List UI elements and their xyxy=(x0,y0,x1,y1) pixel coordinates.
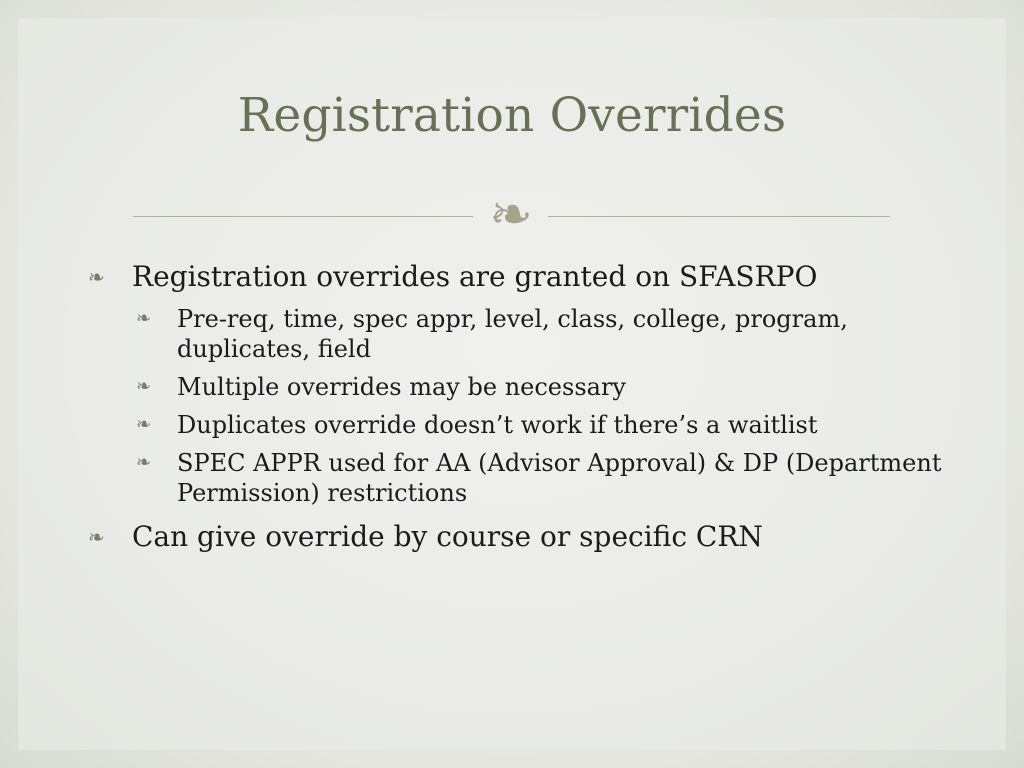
floral-bullet-icon: ❧ xyxy=(136,414,150,435)
floral-bullet-icon: ❧ xyxy=(136,308,150,329)
bullet-text: SPEC APPR used for AA (Advisor Approval) & DP (Department Permission) restrictions xyxy=(177,449,942,507)
bullet-text: Can give override by course or specific CRN xyxy=(132,520,763,553)
bullet-item-1 xyxy=(88,258,948,296)
bullet-text: Multiple overrides may be necessary xyxy=(177,373,626,401)
slide-title: Registration Overrides xyxy=(237,88,787,143)
bullet-text: Pre-req, time, spec appr, level, class, college, program, duplicates, field xyxy=(177,305,848,363)
floral-bullet-icon: ❧ xyxy=(88,525,103,549)
floral-bullet-icon: ❧ xyxy=(88,265,103,289)
floral-bullet-icon: ❧ xyxy=(136,376,150,397)
bullet-text: Registration overrides are granted on SFASRPO xyxy=(132,260,818,293)
bullet-list xyxy=(88,258,948,556)
title-divider-right xyxy=(548,216,890,217)
bullet-item-3 xyxy=(88,372,948,402)
bullet-item-2 xyxy=(88,304,948,364)
bullet-text: Duplicates override doesn’t work if there’s a waitlist xyxy=(177,411,818,439)
floral-ornament-icon: ❧ xyxy=(489,185,533,245)
title-divider-left xyxy=(133,216,473,217)
bullet-item-6 xyxy=(88,518,948,556)
bullet-item-5 xyxy=(88,448,948,508)
bullet-item-4 xyxy=(88,410,948,440)
floral-bullet-icon: ❧ xyxy=(136,452,150,473)
